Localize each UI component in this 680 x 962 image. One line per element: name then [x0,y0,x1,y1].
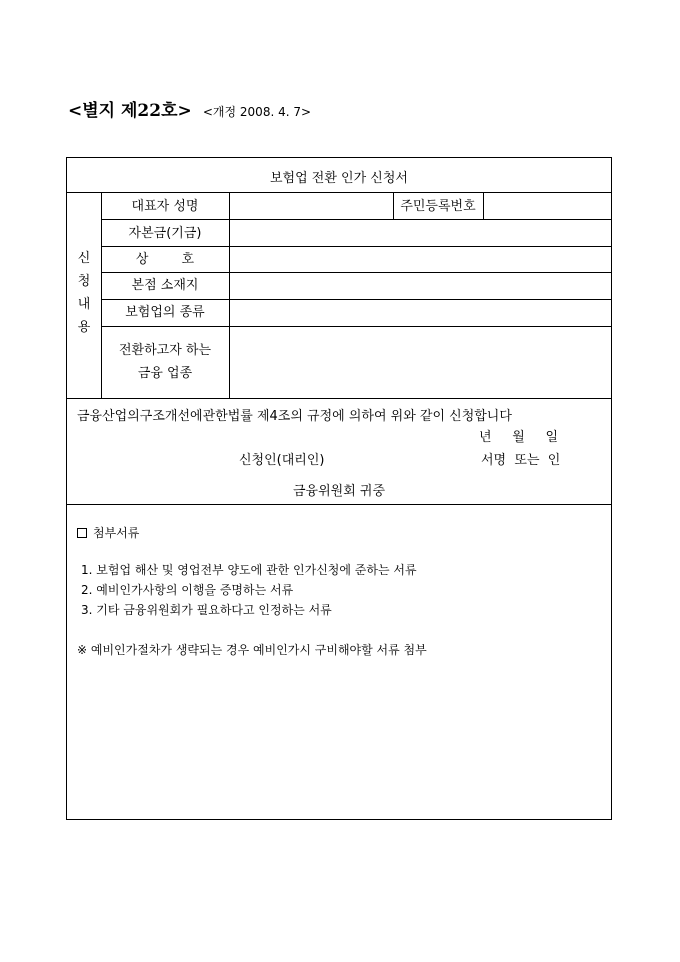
trade-name-field[interactable] [230,247,611,272]
insurance-type-label: 보험업의 종류 [125,305,205,320]
application-form [66,157,612,820]
revision-date: <개정 2008. 4. 7> [202,105,312,119]
attachments-title [77,524,139,541]
form-header [68,96,311,121]
capital-label: 자본금(기금) [128,226,202,241]
head-office-label: 본점 소재지 [131,278,199,293]
declaration-statement: 금융산업의구조개선에관한법률 제4조의 규정에 의하여 위와 같이 신청합니다 [77,409,512,424]
recipient: 금융위원회 귀중 [292,484,386,499]
target-business-label-line2: 금융 업종 [137,366,193,381]
attachment-note: ※ 예비인가절차가 생략되는 경우 예비인가시 구비해야할 서류 첨부 [77,643,427,657]
head-office-field[interactable] [230,273,611,299]
attachment-item-3: 3. 기타 금융위원회가 필요하다고 인정하는 서류 [81,603,332,617]
capital-field[interactable] [230,220,611,246]
form-title: 보험업 전환 인가 신청서 [270,171,408,186]
insurance-type-field[interactable] [230,300,611,326]
representative-label: 대표자 성명 [131,199,199,214]
section-label-2: 청 [77,274,91,289]
form-number: <별지 제22호> [68,101,192,121]
attachment-item-1: 1. 보험업 해산 및 영업전부 양도에 관한 인가신청에 준하는 서류 [81,563,417,577]
date-line: 년 월 일 [479,430,558,445]
section-label-4: 용 [77,320,91,335]
section-label-1: 신 [77,251,91,266]
target-business-field[interactable] [230,327,611,397]
signature-label: 서명 또는 인 [481,453,561,468]
divider [67,398,611,399]
applicant-label: 신청인(대리인) [239,453,325,468]
resident-number-field[interactable] [484,193,611,219]
section-label-3: 내 [77,297,91,312]
checkbox-icon [77,528,87,538]
target-business-label-line1: 전환하고자 하는 [118,343,212,358]
resident-number-label: 주민등록번호 [400,199,476,214]
attachment-item-2: 2. 예비인가사항의 이행을 증명하는 서류 [81,583,294,597]
divider [67,504,611,505]
attachments-title-text: 첨부서류 [93,526,140,540]
trade-name-label: 상 호 [135,252,195,267]
representative-field[interactable] [230,193,393,219]
